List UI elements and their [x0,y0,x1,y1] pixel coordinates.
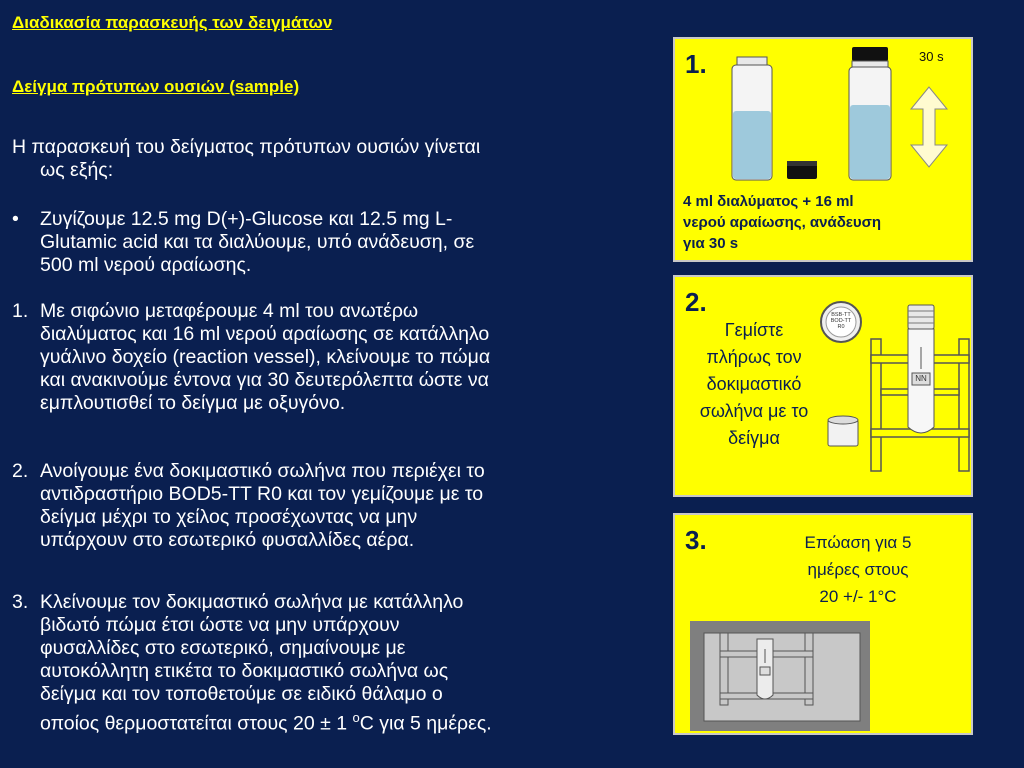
step-line: βιδωτό πώμα έτσι ώστε να μην υπάρχουν [40,614,400,636]
step-line: και ανακινούμε έντονα για 30 δευτερόλεπτα ώστε να [40,369,489,391]
caption-line: 4 ml διαλύματος + 16 ml [683,193,854,210]
bullet-line: 500 ml νερού αραίωσης. [40,254,252,276]
closed-vial-icon [849,47,891,180]
step-line: γυάλινο δοχείο (reaction vessel), κλείνουμε το πώμα [40,346,491,368]
panel-number: 3. [685,525,707,555]
duration-text: C για 5 ημέρες. [359,712,492,735]
step-line: αντιδραστήριο BOD5-TT R0 και τον γεμίζουμε με το [40,483,484,505]
cap-label-line: R0 [837,324,845,330]
panel-number: 1. [685,49,707,79]
step-line: δείγμα μέχρι το χείλος προσέχωντας να μην [40,506,418,528]
bullet-item-weighing [12,208,662,277]
caption-line: σωλήνα με το [699,401,809,421]
cap-label-line: BSB-TT [831,312,851,318]
intro-paragraph [12,136,652,182]
screw-cap-icon [828,416,858,446]
incubator-icon [690,621,870,731]
caption-line: για 30 s [683,235,739,252]
step-number: 1. [12,300,29,322]
test-tube-icon [908,305,934,433]
step-line: Κλείνουμε τον δοκιμαστικό σωλήνα με κατάλληλο [40,591,464,613]
panel-number: 2. [685,287,707,317]
caption-line: πλήρως τον [706,347,802,367]
cap-label-line: BOD-TT [830,318,852,324]
caption-line: Επώαση για 5 [804,533,912,552]
vial-cap-icon [787,161,817,179]
sample-subtitle: Δείγμα πρότυπων ουσιών (sample) [12,77,300,96]
panel-fill-tube [673,275,973,497]
page-title: Διαδικασία παρασκευής των δειγμάτων [12,13,333,32]
test-tube-icon [757,639,773,699]
tube-mark: ΝN [915,374,927,383]
step-line: Ανοίγουμε ένα δοκιμαστικό σωλήνα που περιέχει το [40,460,485,482]
temperature-text: οποίος θερμοστατείται στους 20 ± 1 [40,712,353,735]
step-line: Με σιφώνιο μεταφέρουμε 4 ml του ανωτέρω [40,300,419,322]
step-number: 3. [12,591,29,613]
bullet-line: Ζυγίζουμε 12.5 mg D(+)-Glucose και 12.5 mg L- [40,208,453,230]
step-line-last [40,706,662,736]
caption-line: νερού αραίωσης, ανάδευση [683,214,882,231]
caption-line: 20 +/- 1°C [819,587,897,606]
caption-line: ημέρες στους [807,560,909,579]
open-vial-icon [732,57,772,180]
tube-rack-illustration [675,277,971,495]
cap-label [826,312,856,330]
step-line: δείγμα και τον τοποθετούμε σε ειδικό θάλαμο ο [40,683,443,705]
intro-line: ως εξής: [40,159,114,181]
step-number: 2. [12,460,29,482]
bullet-line: Glutamic acid και τα διαλύουμε, υπό ανάδευση, σε [40,231,475,253]
panel-incubation [673,513,973,735]
step-line: φυσαλλίδες στο εσωτερικό, σημαίνουμε με [40,637,406,659]
step-line: αυτοκόλλητη ετικέτα το δοκιμαστικό σωλήνα ως [40,660,449,682]
bullet-marker: • [12,208,19,230]
incubator-illustration [675,515,971,733]
step-line: υπάρχουν στο εσωτερικό φυσαλλίδες αέρα. [40,529,415,551]
step-item-1 [12,300,662,415]
step-line: εμπλουτισθεί το δείγμα με οξυγόνο. [40,392,346,414]
caption-line: Γεμίστε [724,320,784,340]
degree-superscript: o [352,710,360,725]
step-item-3 [12,591,662,736]
timer-label: 30 s [919,49,944,64]
step-item-2 [12,460,662,552]
step-line: διαλύματος και 16 ml νερού αραίωσης σε κατάλληλο [40,323,490,345]
panel-mixing [673,37,973,262]
caption-line: δείγμα [728,428,780,448]
shake-arrow-icon [911,87,947,167]
intro-line: Η παρασκευή του δείγματος πρότυπων ουσιών γίνεται [12,136,481,158]
panel-caption [683,191,881,254]
caption-line: δοκιμαστικό [706,374,802,394]
